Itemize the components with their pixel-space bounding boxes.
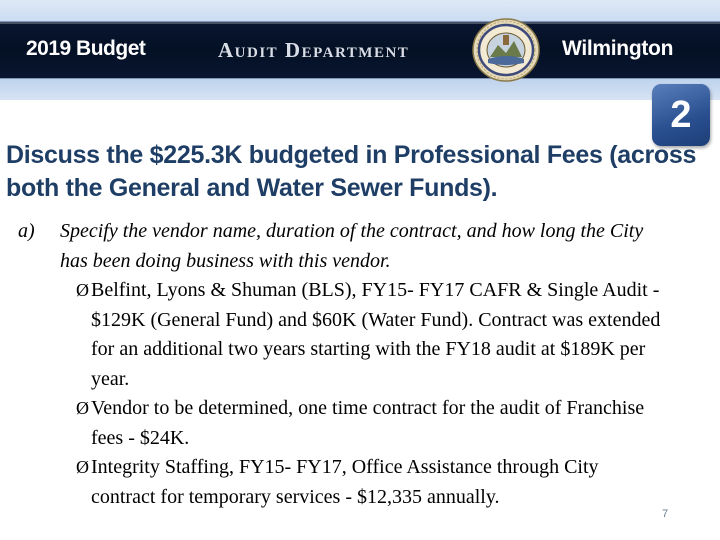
bullet-text: Vendor to be determined, one time contract for the audit of Franchise fees - $24K. [91,397,645,449]
arrow-bullet-icon: Ø [76,398,89,418]
city-name: Wilmington [562,37,674,60]
bullet-text: Belfint, Lyons & Shuman (BLS), FY15- FY17 CAFR & Single Audit - $129K (General Fund) and $60K (Water Fund). Contract was extended for an additional two years starting with the FY18 audit at $189K per year. [91,279,661,390]
question-label: a) [18,220,35,242]
list-item [76,453,668,512]
list-item [76,276,668,394]
slide-number-badge: 2 [652,84,710,146]
bullet-list [76,276,668,512]
list-item [76,394,668,453]
budget-title: 2019 Budget [26,37,146,60]
question-text: Specify the vendor name, duration of the contract, and how long the City has been doing business with this vendor. [60,220,644,272]
department-title: Audit Department [218,38,410,62]
arrow-bullet-icon: Ø [76,280,89,300]
bullet-text: Integrity Staffing, FY15- FY17, Office Assistance through City contract for temporary services - $12,335 annually. [91,456,599,508]
city-seal-icon [470,17,542,83]
question [18,217,668,276]
page-number: 7 [662,508,669,520]
slide-heading: Discuss the $225.3K budgeted in Professional Fees (across both the General and Water Sewer Funds). [6,141,697,202]
slide-body [18,217,668,512]
arrow-bullet-icon: Ø [76,457,89,477]
